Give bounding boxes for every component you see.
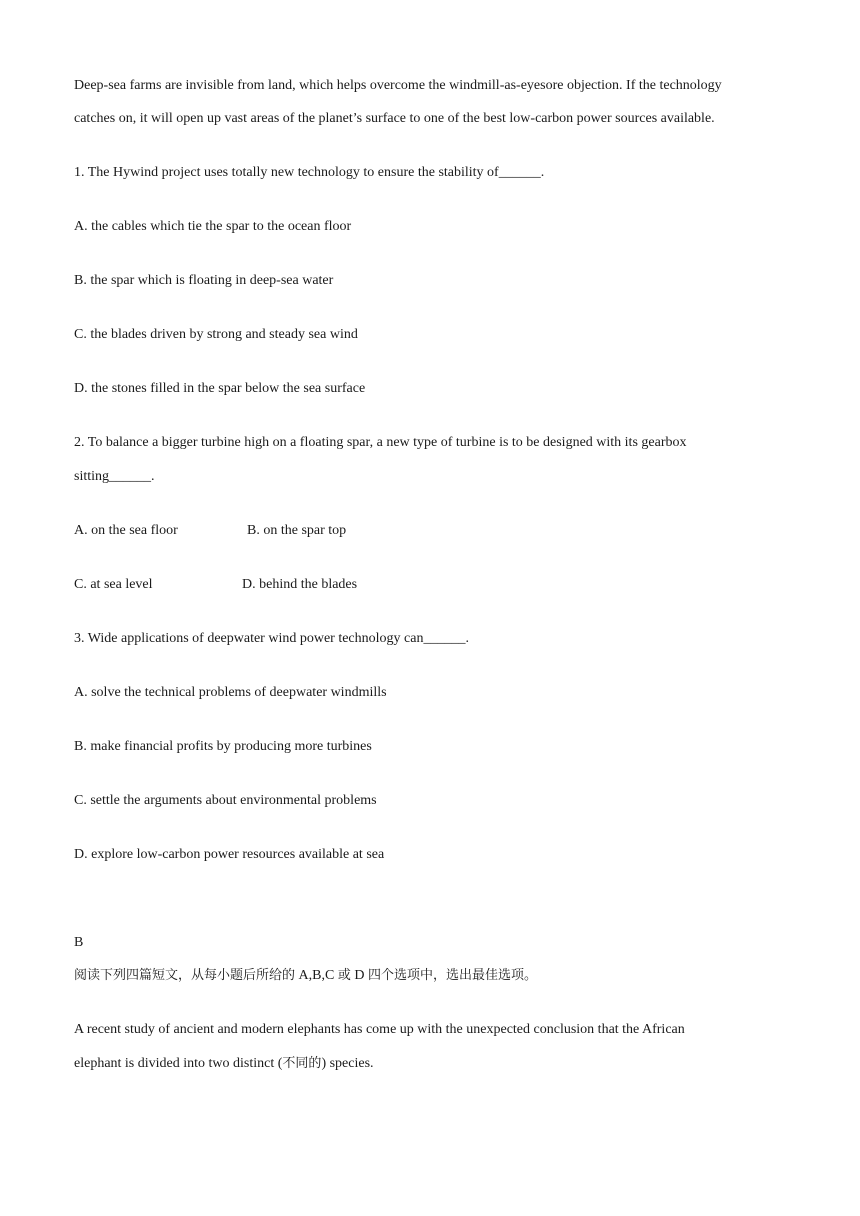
question-2-option-a: A. on the sea floor xyxy=(74,523,178,538)
question-3-option-b: B. make financial profits by producing more turbines xyxy=(74,739,372,754)
question-1-option-c: C. the blades driven by strong and steady sea wind xyxy=(74,327,358,342)
question-3-option-d: D. explore low-carbon power resources available at sea xyxy=(74,847,385,862)
passage-b-line-2-cjk: 不同的 xyxy=(282,1056,322,1071)
question-1-option-b: B. the spar which is floating in deep-sea water xyxy=(74,273,334,288)
passage-b-line-2-pre: elephant is divided into two distinct ( xyxy=(74,1056,283,1071)
passage-a-line-2: catches on, it will open up vast areas of the planet’s surface to one of the best low-carbon power sources available. xyxy=(74,111,715,126)
question-3-option-c: C. settle the arguments about environmental problems xyxy=(74,793,377,808)
question-2-option-b: B. on the spar top xyxy=(247,523,347,538)
question-3-stem: 3. Wide applications of deepwater wind power technology can______. xyxy=(74,631,469,646)
passage-b-line-2 xyxy=(74,1055,374,1073)
question-2-stem-line-1: 2. To balance a bigger turbine high on a floating spar, a new type of turbine is to be designed with its gearbox xyxy=(74,435,687,450)
question-1-option-d: D. the stones filled in the spar below the sea surface xyxy=(74,381,366,396)
section-b-instruction xyxy=(74,967,537,985)
question-2-option-d: D. behind the blades xyxy=(242,577,358,592)
question-1-option-a: A. the cables which tie the spar to the ocean floor xyxy=(74,219,352,234)
question-3-option-a: A. solve the technical problems of deepwater windmills xyxy=(74,685,387,700)
question-2-option-c: C. at sea level xyxy=(74,577,153,592)
passage-b-line-2-post: ) species. xyxy=(321,1056,374,1071)
passage-b-line-1: A recent study of ancient and modern elephants has come up with the unexpected conclusion that the African xyxy=(74,1022,685,1037)
question-2-stem-line-2: sitting______. xyxy=(74,469,155,484)
passage-a-line-1: Deep-sea farms are invisible from land, which helps overcome the windmill-as-eyesore objection. If the technology xyxy=(74,78,722,93)
question-1-stem: 1. The Hywind project uses totally new technology to ensure the stability of______. xyxy=(74,165,545,180)
instruction-cjk-pre: 阅读下列四篇短文，从每小题后所给的 xyxy=(74,968,296,983)
instruction-cjk-or: 或 xyxy=(337,968,351,983)
instruction-options-abc: A,B,C xyxy=(298,968,335,983)
section-b-letter: B xyxy=(74,935,84,950)
instruction-option-d: D xyxy=(354,968,365,983)
instruction-cjk-post: 四个选项中，选出最佳选项。 xyxy=(367,968,537,983)
